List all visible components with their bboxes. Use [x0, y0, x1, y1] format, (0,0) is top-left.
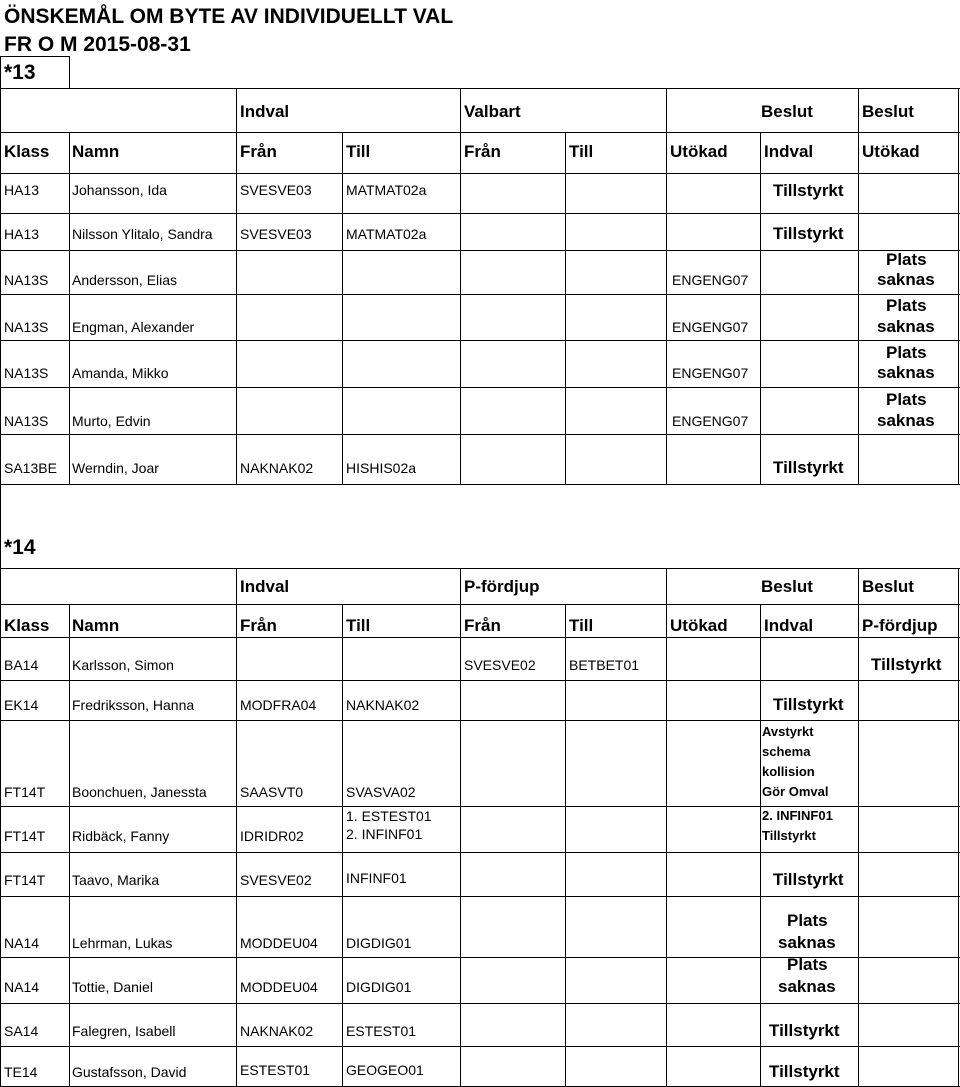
section-14-label: *14: [4, 536, 36, 559]
col-header-till: Till: [346, 142, 371, 161]
cell-till: BETBET01: [569, 657, 640, 673]
cell-beslut: Tillstyrkt: [871, 655, 942, 674]
cell-namn: Fredriksson, Hanna: [72, 697, 195, 713]
cell-klass: FT14T: [4, 872, 46, 888]
cell-till: HISHIS02a: [346, 460, 417, 476]
cell-namn: Lehrman, Lukas: [72, 935, 173, 951]
cell-namn: Taavo, Marika: [72, 872, 160, 888]
col-header-till: Till: [569, 142, 594, 161]
col-header-fran: Från: [240, 616, 277, 635]
cell-till: ENGENG07: [672, 319, 749, 335]
group-header-beslut: Beslut: [862, 577, 914, 596]
cell-beslut-line1: Plats: [886, 296, 927, 315]
group-header-beslut: Beslut: [761, 102, 813, 121]
cell-beslut-line2: saknas: [877, 270, 935, 289]
cell-klass: BA14: [4, 657, 39, 673]
cell-klass: FT14T: [4, 828, 46, 844]
cell-namn: Murto, Edvin: [72, 413, 151, 429]
cell-till: MATMAT02a: [346, 182, 427, 198]
cell-namn: Nilsson Ylitalo, Sandra: [72, 226, 213, 242]
cell-klass: NA13S: [4, 272, 49, 288]
cell-namn: Boonchuen, Janessta: [72, 784, 207, 800]
cell-klass: HA13: [4, 226, 40, 242]
cell-fran: ESTEST01: [240, 1062, 311, 1078]
cell-klass: NA13S: [4, 319, 49, 335]
cell-namn: Karlsson, Simon: [72, 657, 174, 673]
cell-namn: Amanda, Mikko: [72, 365, 169, 381]
group-header-beslut: Beslut: [761, 577, 813, 596]
cell-till: SVASVA02: [346, 784, 416, 800]
cell-beslut-line2: Tillstyrkt: [762, 828, 816, 843]
cell-beslut: Tillstyrkt: [769, 1021, 840, 1040]
group-header-indval: Indval: [240, 577, 290, 596]
cell-beslut-line2: schema: [762, 744, 811, 759]
col-header-fran: Från: [464, 616, 501, 635]
col-header-utokad: Utökad: [670, 142, 728, 161]
cell-beslut-line1: Avstyrkt: [762, 724, 814, 739]
cell-namn: Werndin, Joar: [72, 460, 159, 476]
col-header-p-fordjup: P-fördjup: [862, 616, 938, 635]
cell-beslut-line1: Plats: [886, 250, 927, 269]
cell-namn: Johansson, Ida: [72, 182, 167, 198]
col-header-utokad: Utökad: [862, 142, 920, 161]
col-header-till: Till: [569, 616, 594, 635]
col-header-klass: Klass: [4, 616, 50, 635]
col-header-till: Till: [346, 616, 371, 635]
cell-till: ESTEST01: [346, 1023, 417, 1039]
cell-fran: MODFRA04: [240, 697, 317, 713]
cell-beslut-line2: saknas: [877, 363, 935, 382]
cell-fran: NAKNAK02: [240, 1023, 314, 1039]
group-header-p-fordjup: P-fördjup: [464, 577, 540, 596]
cell-beslut-line1: Plats: [886, 343, 927, 362]
cell-klass: SA14: [4, 1023, 39, 1039]
cell-fran: MODDEU04: [240, 979, 318, 995]
col-header-namn: Namn: [72, 616, 120, 635]
col-header-fran: Från: [240, 142, 277, 161]
date-line: FR O M 2015-08-31: [4, 33, 191, 56]
cell-beslut: Tillstyrkt: [773, 695, 844, 714]
cell-beslut-line1: Plats: [787, 911, 828, 930]
cell-till-line2: 2. INFINF01: [346, 826, 423, 842]
cell-klass: FT14T: [4, 784, 46, 800]
cell-klass: NA14: [4, 979, 40, 995]
group-header-valbart: Valbart: [464, 102, 521, 121]
cell-klass: SA13BE: [4, 460, 57, 476]
cell-beslut-line1: 2. INFINF01: [762, 808, 833, 823]
cell-namn: Gustafsson, David: [72, 1064, 187, 1080]
cell-namn: Andersson, Elias: [72, 272, 178, 288]
cell-beslut: Tillstyrkt: [769, 1062, 840, 1081]
cell-namn: Falegren, Isabell: [72, 1023, 176, 1039]
cell-namn: Ridbäck, Fanny: [72, 828, 170, 844]
cell-beslut-line2: saknas: [778, 977, 836, 996]
col-header-utokad: Utökad: [670, 616, 728, 635]
col-header-klass: Klass: [4, 142, 50, 161]
cell-till: INFINF01: [346, 870, 407, 886]
cell-fran: SAASVT0: [240, 784, 304, 800]
cell-fran: SVESVE03: [240, 182, 312, 198]
cell-klass: NA13S: [4, 365, 49, 381]
cell-till: ENGENG07: [672, 413, 749, 429]
col-header-fran: Från: [464, 142, 501, 161]
cell-klass: NA14: [4, 935, 40, 951]
cell-beslut-line2: saknas: [778, 933, 836, 952]
cell-beslut-line3: kollision: [762, 764, 815, 779]
cell-till: ENGENG07: [672, 272, 749, 288]
cell-till-line1: 1. ESTEST01: [346, 808, 432, 824]
cell-till: DIGDIG01: [346, 935, 412, 951]
cell-fran: SVESVE03: [240, 226, 312, 242]
col-header-indval: Indval: [764, 616, 814, 635]
cell-beslut-line1: Plats: [886, 390, 927, 409]
cell-fran: SVESVE02: [464, 657, 536, 673]
col-header-indval: Indval: [764, 142, 814, 161]
cell-beslut-line1: Plats: [787, 955, 828, 974]
cell-beslut: Tillstyrkt: [773, 224, 844, 243]
cell-beslut-line2: saknas: [877, 317, 935, 336]
cell-fran: IDRIDR02: [240, 828, 304, 844]
cell-till: GEOGEO01: [346, 1062, 424, 1078]
group-header-indval: Indval: [240, 102, 290, 121]
cell-namn: Engman, Alexander: [72, 319, 195, 335]
cell-klass: EK14: [4, 697, 39, 713]
col-header-namn: Namn: [72, 142, 120, 161]
cell-beslut-line2: saknas: [877, 411, 935, 430]
cell-till: MATMAT02a: [346, 226, 427, 242]
cell-klass: NA13S: [4, 413, 49, 429]
group-header-beslut: Beslut: [862, 102, 914, 121]
cell-beslut-line4: Gör Omval: [762, 784, 829, 799]
cell-namn: Tottie, Daniel: [72, 979, 153, 995]
document-title: ÖNSKEMÅL OM BYTE AV INDIVIDUELLT VAL: [4, 5, 454, 28]
cell-till: ENGENG07: [672, 365, 749, 381]
cell-beslut: Tillstyrkt: [773, 870, 844, 889]
cell-till: NAKNAK02: [346, 697, 420, 713]
section-13-label: *13: [4, 61, 36, 84]
cell-klass: TE14: [4, 1064, 38, 1080]
cell-fran: NAKNAK02: [240, 460, 314, 476]
cell-beslut: Tillstyrkt: [773, 181, 844, 200]
cell-fran: MODDEU04: [240, 935, 318, 951]
cell-till: DIGDIG01: [346, 979, 412, 995]
cell-fran: SVESVE02: [240, 872, 312, 888]
cell-beslut: Tillstyrkt: [773, 458, 844, 477]
cell-klass: HA13: [4, 182, 40, 198]
